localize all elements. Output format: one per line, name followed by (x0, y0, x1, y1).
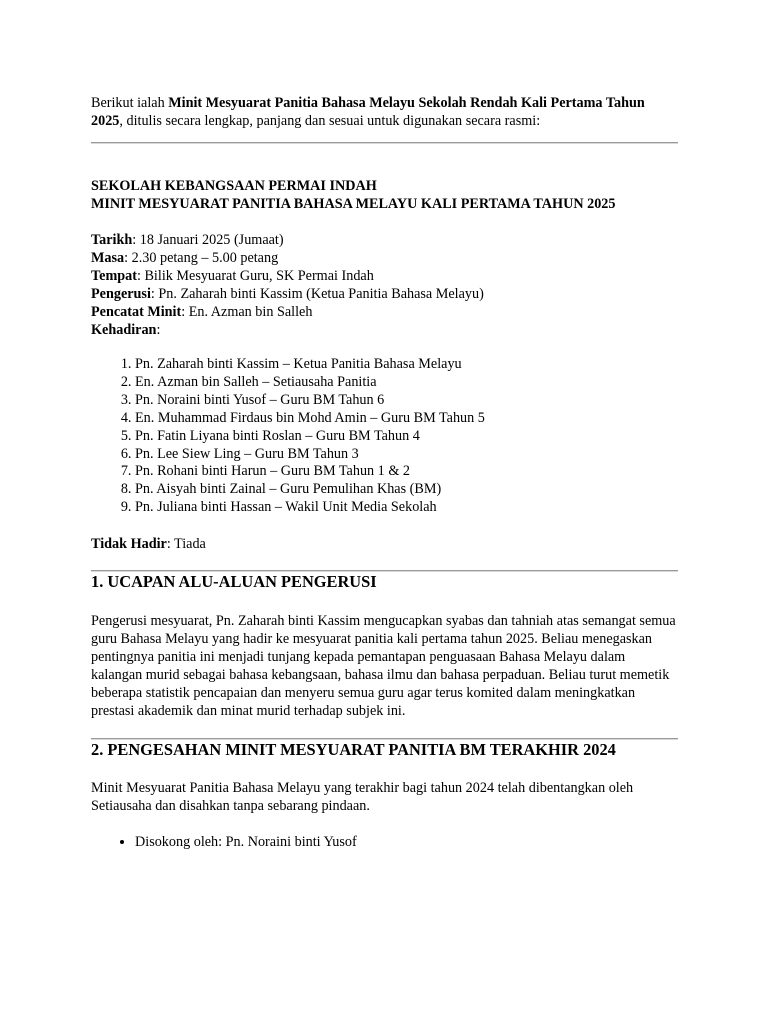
intro-bold-title: Minit Mesyuarat Panitia Bahasa Melayu Sekolah Rendah Kali Pertama Tahun 2025 (91, 95, 645, 129)
document-title: MINIT MESYUARAT PANITIA BAHASA MELAYU KALI PERTAMA TAHUN 2025 (91, 196, 616, 212)
detail-value: : (156, 322, 161, 338)
document-header (91, 177, 678, 213)
absent-value: : Tiada (166, 536, 206, 553)
attendee-item: 8. Pn. Aisyah binti Zainal – Guru Pemulihan Khas (BM) (135, 481, 678, 499)
attendee-item: 1. Pn. Zaharah binti Kassim – Ketua Panitia Bahasa Melayu (135, 356, 678, 374)
attendee-item: 9. Pn. Juliana binti Hassan – Wakil Unit Media Sekolah (135, 499, 678, 517)
detail-value: : 18 Januari 2025 (Jumaat) (132, 232, 284, 248)
intro-suffix: , ditulis secara lengkap, panjang dan sesuai untuk digunakan secara rasmi: (119, 113, 541, 129)
bullet-item: • Disokong oleh: Pn. Noraini binti Yusof (135, 833, 678, 851)
detail-row (91, 249, 678, 267)
attendee-item: 6. Pn. Lee Siew Ling – Guru BM Tahun 3 (135, 446, 678, 464)
section-2-bullets (91, 833, 678, 851)
detail-value: : Pn. Zaharah binti Kassim (Ketua Panitia Bahasa Melayu) (150, 286, 484, 302)
attendee-item: 2. En. Azman bin Salleh – Setiausaha Panitia (135, 374, 678, 392)
meeting-details (91, 231, 678, 339)
section-2-heading: 2. PENGESAHAN MINIT MESYUARAT PANITIA BM TERAKHIR 2024 (91, 740, 616, 760)
attendee-list (91, 356, 678, 517)
detail-label: Tarikh (91, 232, 133, 248)
school-name: SEKOLAH KEBANGSAAN PERMAI INDAH (91, 178, 377, 194)
detail-value: : 2.30 petang – 5.00 petang (124, 250, 279, 266)
detail-row (91, 285, 678, 303)
attendee-item: 7. Pn. Rohani binti Harun – Guru BM Tahun 1 & 2 (135, 463, 678, 481)
attendee-item: 3. Pn. Noraini binti Yusof – Guru BM Tahun 6 (135, 392, 678, 410)
section-1-body: Pengerusi mesyuarat, Pn. Zaharah binti Kassim mengucapkan syabas dan tahniah atas semangat semua guru Bahasa Melayu yang hadir ke mesyuarat panitia kali pertama tahun 2025. Beliau menegaskan pentingnya panitia ini menjadi tunjang kepada pemantapan penguasaan Bahasa Melayu dalam kalangan murid sebagai bahasa kebangsaan, bahasa ilmu dan bahasa perpaduan. Beliau turut memetik beberapa statistik pencapaian dan menyeru semua guru agar terus komited dalam meningkatkan prestasi akademik dan minat murid terhadap subjek ini. (91, 613, 676, 720)
absent-row (91, 535, 678, 553)
detail-row (91, 303, 678, 321)
detail-row (91, 321, 678, 339)
intro-paragraph (91, 0, 678, 130)
detail-label: Kehadiran (91, 322, 157, 338)
detail-value: : Bilik Mesyuarat Guru, SK Permai Indah (136, 268, 374, 284)
detail-value: : En. Azman bin Salleh (181, 304, 313, 320)
detail-label: Masa (91, 250, 125, 266)
intro-prefix: Berikut ialah (91, 95, 169, 111)
detail-label: Pencatat Minit (91, 304, 182, 320)
detail-label: Tempat (91, 268, 137, 284)
detail-row (91, 267, 678, 285)
detail-label: Pengerusi (91, 286, 151, 302)
absent-label: Tidak Hadir (91, 536, 167, 553)
attendee-item: 4. En. Muhammad Firdaus bin Mohd Amin – Guru BM Tahun 5 (135, 410, 678, 428)
attendee-item: 5. Pn. Fatin Liyana binti Roslan – Guru BM Tahun 4 (135, 428, 678, 446)
section-2-body: Minit Mesyuarat Panitia Bahasa Melayu yang terakhir bagi tahun 2024 telah dibentangkan oleh Setiausaha dan disahkan tanpa sebarang pindaan. (91, 780, 634, 815)
section-1-heading: 1. UCAPAN ALU-ALUAN PENGERUSI (91, 572, 377, 592)
divider (91, 142, 678, 144)
detail-row (91, 231, 678, 249)
